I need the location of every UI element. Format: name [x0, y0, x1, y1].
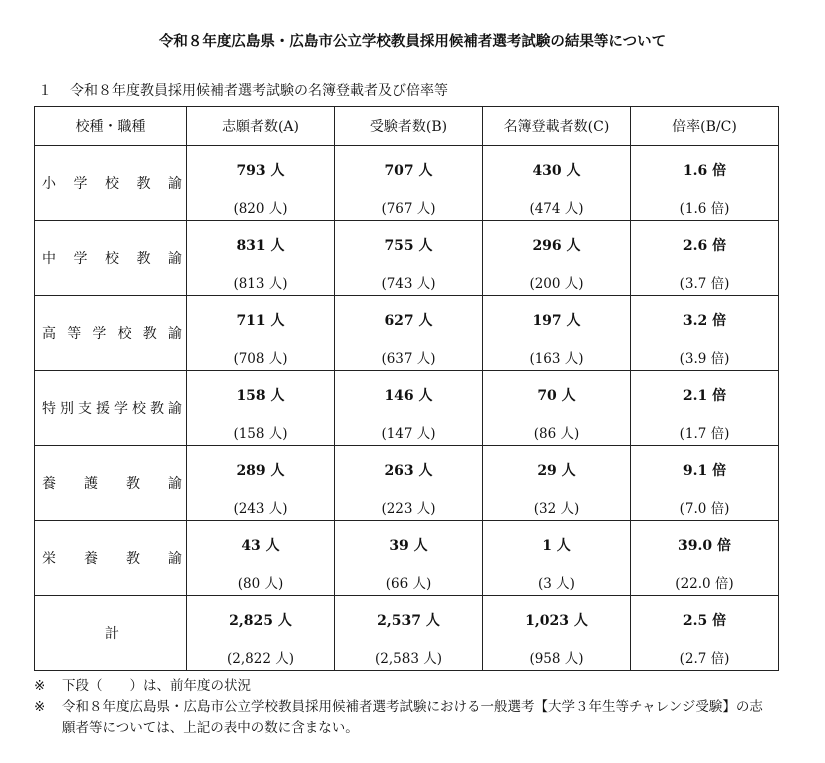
ratio-current-value: 2.6 倍: [682, 238, 727, 254]
ratio-cell: [631, 446, 779, 521]
ratio-current-value: 3.2 倍: [682, 313, 727, 329]
applicants-previous-value: (158 人): [233, 426, 288, 442]
registered-previous-value: (3 人): [538, 576, 575, 592]
ratio-cell: [631, 521, 779, 596]
applicants-current-value: 711 人: [236, 313, 285, 329]
registered-cell: [483, 521, 631, 596]
applicants-cell: [187, 221, 335, 296]
applicants-previous-value: (2,822 人): [227, 651, 294, 667]
ratio-current-value: 2.1 倍: [682, 388, 727, 404]
examinees-current-value: 2,537 人: [377, 613, 440, 629]
table-row: [35, 521, 779, 596]
header-ratio: 倍率(B/C): [631, 107, 779, 146]
applicants-cell: [187, 296, 335, 371]
ratio-current-value: 2.5 倍: [682, 613, 727, 629]
header-category: 校種・職種: [35, 107, 187, 146]
applicants-cell: [187, 146, 335, 221]
applicants-cell: [187, 521, 335, 596]
applicants-previous-value: (813 人): [233, 276, 288, 292]
registered-previous-value: (86 人): [533, 426, 580, 442]
ratio-cell: [631, 296, 779, 371]
ratio-previous-value: (1.7 倍): [679, 426, 730, 442]
header-examinees: 受験者数(B): [335, 107, 483, 146]
ratio-current-value: 9.1 倍: [682, 463, 727, 479]
registered-previous-value: (474 人): [529, 201, 584, 217]
category-cell: 小学校教諭: [35, 146, 187, 221]
examinees-cell: [335, 596, 483, 671]
examinees-current-value: 755 人: [384, 238, 433, 254]
examinees-cell: [335, 446, 483, 521]
registered-current-value: 1 人: [542, 538, 571, 554]
table-row: [35, 296, 779, 371]
registered-current-value: 29 人: [537, 463, 576, 479]
registered-previous-value: (200 人): [529, 276, 584, 292]
registered-current-value: 197 人: [532, 313, 581, 329]
applicants-current-value: 2,825 人: [229, 613, 292, 629]
category-cell: 特別支援学校教諭: [35, 371, 187, 446]
registered-current-value: 1,023 人: [525, 613, 588, 629]
ratio-cell: [631, 596, 779, 671]
registered-previous-value: (32 人): [533, 501, 580, 517]
examinees-previous-value: (66 人): [385, 576, 432, 592]
registered-previous-value: (958 人): [529, 651, 584, 667]
table-row: [35, 596, 779, 671]
header-registered: 名簿登載者数(C): [483, 107, 631, 146]
note-text: 下段（ ）は、前年度の状況: [62, 678, 251, 694]
note-mark: ※: [34, 678, 46, 694]
applicants-previous-value: (708 人): [233, 351, 288, 367]
ratio-previous-value: (3.9 倍): [679, 351, 730, 367]
applicants-current-value: 289 人: [236, 463, 285, 479]
registered-cell: [483, 371, 631, 446]
table-row: [35, 146, 779, 221]
note-text: 令和８年度広島県・広島市公立学校教員採用候補者選考試験における一般選考【大学３年生等チャレンジ受験】の志願者等については、上記の表中の数に含まない。: [62, 699, 763, 736]
applicants-cell: [187, 371, 335, 446]
table-body: [35, 146, 779, 671]
note-previous-year: [34, 676, 774, 697]
document-title: 令和８年度広島県・広島市公立学校教員採用候補者選考試験の結果等について: [158, 34, 667, 50]
notes: [34, 676, 774, 739]
category-cell: 養護教諭: [35, 446, 187, 521]
ratio-previous-value: (7.0 倍): [679, 501, 730, 517]
registered-previous-value: (163 人): [529, 351, 584, 367]
results-table: [34, 106, 779, 671]
examinees-previous-value: (2,583 人): [375, 651, 442, 667]
ratio-current-value: 39.0 倍: [678, 538, 731, 554]
ratio-previous-value: (2.7 倍): [679, 651, 730, 667]
note-exclusion: [34, 697, 774, 739]
category-cell: 計: [35, 596, 187, 671]
examinees-previous-value: (743 人): [381, 276, 436, 292]
ratio-previous-value: (22.0 倍): [675, 576, 734, 592]
examinees-cell: [335, 371, 483, 446]
applicants-previous-value: (243 人): [233, 501, 288, 517]
registered-current-value: 70 人: [537, 388, 576, 404]
registered-current-value: 430 人: [532, 163, 581, 179]
registered-cell: [483, 446, 631, 521]
registered-cell: [483, 296, 631, 371]
examinees-current-value: 627 人: [384, 313, 433, 329]
registered-cell: [483, 596, 631, 671]
section-number: １: [38, 83, 52, 99]
ratio-current-value: 1.6 倍: [682, 163, 727, 179]
table-row: [35, 446, 779, 521]
examinees-current-value: 39 人: [389, 538, 428, 554]
section-heading-text: 令和８年度教員採用候補者選考試験の名簿登載者及び倍率等: [70, 83, 448, 99]
applicants-current-value: 793 人: [236, 163, 285, 179]
category-cell: 栄養教諭: [35, 521, 187, 596]
section-heading: [38, 80, 448, 100]
examinees-previous-value: (147 人): [381, 426, 436, 442]
applicants-cell: [187, 596, 335, 671]
applicants-cell: [187, 446, 335, 521]
examinees-previous-value: (767 人): [381, 201, 436, 217]
applicants-previous-value: (820 人): [233, 201, 288, 217]
examinees-cell: [335, 521, 483, 596]
examinees-cell: [335, 296, 483, 371]
examinees-previous-value: (223 人): [381, 501, 436, 517]
examinees-cell: [335, 221, 483, 296]
ratio-cell: [631, 371, 779, 446]
registered-cell: [483, 221, 631, 296]
applicants-current-value: 158 人: [236, 388, 285, 404]
category-cell: 高等学校教諭: [35, 296, 187, 371]
ratio-cell: [631, 146, 779, 221]
table-row: [35, 221, 779, 296]
ratio-cell: [631, 221, 779, 296]
registered-current-value: 296 人: [532, 238, 581, 254]
examinees-cell: [335, 146, 483, 221]
examinees-current-value: 707 人: [384, 163, 433, 179]
examinees-current-value: 263 人: [384, 463, 433, 479]
registered-cell: [483, 146, 631, 221]
examinees-previous-value: (637 人): [381, 351, 436, 367]
ratio-previous-value: (3.7 倍): [679, 276, 730, 292]
applicants-current-value: 43 人: [241, 538, 280, 554]
header-applicants: 志願者数(A): [187, 107, 335, 146]
table-header-row: [35, 107, 779, 146]
examinees-current-value: 146 人: [384, 388, 433, 404]
note-mark: ※: [34, 699, 46, 715]
ratio-previous-value: (1.6 倍): [679, 201, 730, 217]
applicants-previous-value: (80 人): [237, 576, 284, 592]
applicants-current-value: 831 人: [236, 238, 285, 254]
category-cell: 中学校教諭: [35, 221, 187, 296]
table-row: [35, 371, 779, 446]
